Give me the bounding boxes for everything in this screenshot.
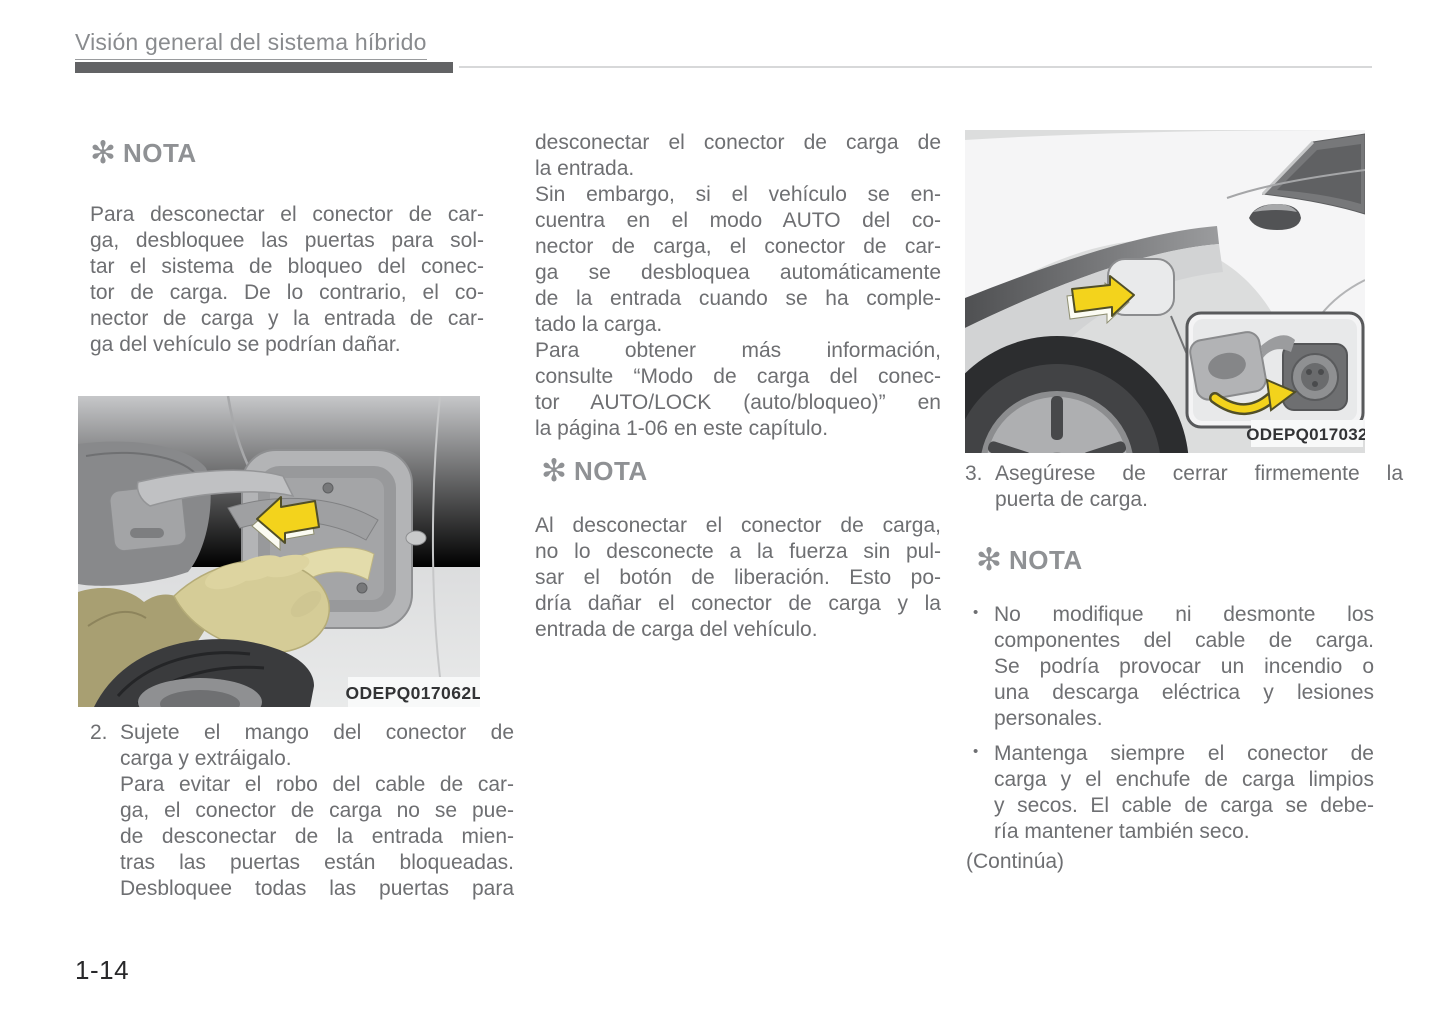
text-line: Al desconectar el conector de carga, bbox=[535, 514, 941, 537]
charge-door-inset bbox=[1187, 313, 1363, 427]
nota-paragraph bbox=[535, 513, 941, 643]
text-line: la página 1-06 en este capítulo. bbox=[535, 417, 829, 440]
text-line: entrada de carga del vehículo. bbox=[535, 618, 818, 641]
step-3-paragraph bbox=[995, 461, 1403, 513]
text-line: dría dañar el conector de carga y la bbox=[535, 592, 941, 615]
step-2 bbox=[90, 720, 514, 902]
text-line: y secos. El cable de carga se debe- bbox=[994, 794, 1374, 817]
text-line: Se podría provocar un incendio o bbox=[994, 655, 1374, 678]
page-number: 1-14 bbox=[75, 955, 130, 985]
text-line: ría mantener también seco. bbox=[994, 820, 1250, 843]
text-line: desconectar el conector de carga de bbox=[535, 131, 941, 154]
step-3 bbox=[965, 461, 1403, 513]
bullet-text bbox=[994, 741, 1374, 845]
text-line: carga y extráigalo. bbox=[120, 747, 292, 770]
text-line: Sujete el mango del conector de bbox=[120, 721, 514, 744]
text-line: personales. bbox=[994, 707, 1103, 730]
image-code: ODEPQ017032 bbox=[1246, 425, 1365, 444]
nota-heading bbox=[90, 135, 197, 171]
step-2-paragraph-2 bbox=[120, 772, 514, 902]
text-line: nector de carga, el conector de car- bbox=[535, 235, 941, 258]
step-number: 2. bbox=[90, 721, 108, 744]
text-line: sar el botón de liberación. Esto po- bbox=[535, 566, 941, 589]
text-line: Sin embargo, si el vehículo se en- bbox=[535, 183, 941, 206]
asterisk-icon: ✻ bbox=[90, 135, 116, 171]
text-line: tras las puertas están bloqueadas. bbox=[120, 851, 514, 874]
continues-note: (Continúa) bbox=[966, 850, 1065, 873]
middle-text-block bbox=[535, 130, 941, 442]
nota-label: NOTA bbox=[1008, 545, 1083, 575]
text-line: tor AUTO/LOCK (auto/bloqueo)” en bbox=[535, 391, 941, 414]
bullet-text bbox=[994, 602, 1374, 732]
nota-heading bbox=[541, 453, 648, 489]
bullet-item bbox=[966, 602, 1374, 732]
step-number: 3. bbox=[965, 462, 983, 485]
image-code: ODEPQ017062L bbox=[345, 683, 480, 703]
text-line: ga, desbloquee las puertas para sol- bbox=[90, 229, 484, 252]
title-underline-bar bbox=[75, 62, 453, 73]
text-line: puerta de carga. bbox=[995, 488, 1148, 511]
text-line: Mantenga siempre el conector de bbox=[994, 742, 1374, 765]
asterisk-icon: ✻ bbox=[541, 453, 567, 489]
text-line: Para obtener más información, bbox=[535, 339, 941, 362]
nota-label: NOTA bbox=[573, 456, 648, 486]
page-title: Visión general del sistema híbrido bbox=[75, 29, 427, 60]
text-line: componentes del cable de carga. bbox=[994, 629, 1374, 652]
text-line: no lo desconecte a la fuerza sin pul- bbox=[535, 540, 941, 563]
text-line: ga se desbloquea automáticamente bbox=[535, 261, 941, 284]
text-line: tor de carga. De lo contrario, el co- bbox=[90, 281, 484, 304]
text-line: ga, el conector de carga no se pue- bbox=[120, 799, 514, 822]
text-line: Para desconectar el conector de car- bbox=[90, 203, 484, 226]
text-line: Desbloquee todas las puertas para bbox=[120, 877, 514, 900]
car-charge-door-figure bbox=[965, 130, 1365, 458]
text-line: nector de carga y la entrada de car- bbox=[90, 307, 484, 330]
nota-paragraph bbox=[90, 202, 484, 358]
asterisk-icon: ✻ bbox=[976, 542, 1002, 578]
bullet-item bbox=[966, 741, 1374, 845]
car-illustration bbox=[965, 130, 1365, 453]
nota-label: NOTA bbox=[122, 138, 197, 168]
inset-open-door bbox=[1188, 330, 1267, 401]
middle-paragraph-3 bbox=[535, 338, 941, 442]
step-2-paragraph-1 bbox=[120, 720, 514, 772]
nota-bullet-list bbox=[966, 602, 1374, 854]
text-line: la entrada. bbox=[535, 157, 635, 180]
text-line: tado la carga. bbox=[535, 313, 663, 336]
text-line: Para evitar el robo del cable de car- bbox=[120, 773, 514, 796]
text-line: ga del vehículo se podrían dañar. bbox=[90, 333, 401, 356]
text-line: No modifique ni desmonte los bbox=[994, 603, 1374, 626]
charge-connector-illustration bbox=[78, 396, 480, 707]
text-line: una descarga eléctrica y lesiones bbox=[994, 681, 1374, 704]
middle-paragraph-2 bbox=[535, 182, 941, 338]
bullet-icon: • bbox=[973, 743, 979, 760]
text-line: Asegúrese de cerrar firmemente la bbox=[995, 462, 1403, 485]
text-line: carga y el enchufe de carga limpios bbox=[994, 768, 1374, 791]
text-line: de desconectar de la entrada mien- bbox=[120, 825, 514, 848]
text-line: cuentra en el modo AUTO del co- bbox=[535, 209, 941, 232]
text-line: de la entrada cuando se ha comple- bbox=[535, 287, 941, 310]
middle-paragraph-1 bbox=[535, 130, 941, 182]
text-line: tar el sistema de bloqueo del conec- bbox=[90, 255, 484, 278]
text-line: consulte “Modo de carga del conec- bbox=[535, 365, 941, 388]
charge-connector-photo bbox=[78, 396, 480, 712]
nota-heading bbox=[976, 542, 1083, 578]
bullet-icon: • bbox=[973, 604, 979, 621]
header-rule bbox=[459, 66, 1372, 68]
